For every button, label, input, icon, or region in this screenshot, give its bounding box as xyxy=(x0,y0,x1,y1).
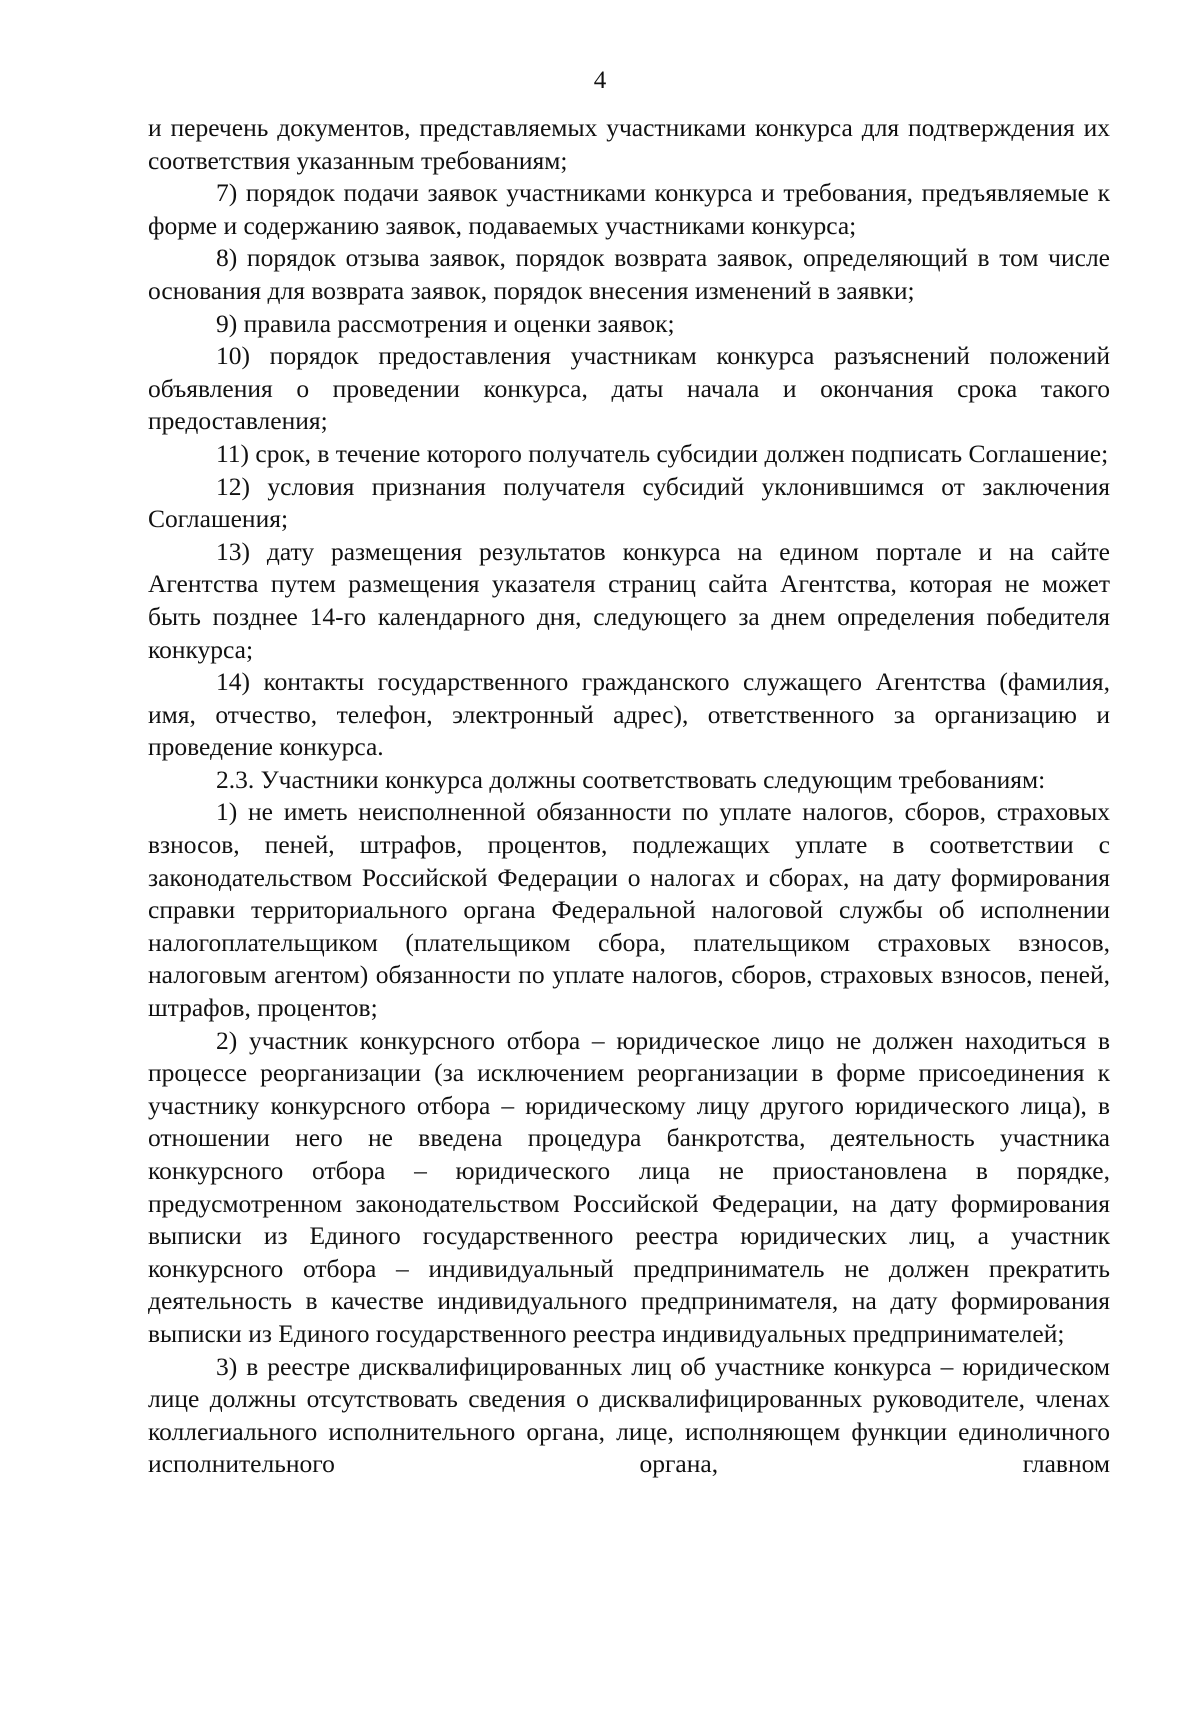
page-number: 4 xyxy=(593,67,607,94)
paragraph-item-7: 7) порядок подачи заявок участниками конкурса и требования, предъявляемые к форме и содержанию заявок, подаваемых участниками конкурса; xyxy=(148,178,1110,240)
paragraph-document-list-continuation: и перечень документов, представляемых участниками конкурса для подтверждения их соответствия указанным требованиям; xyxy=(148,113,1110,175)
paragraph-item-11: 11) срок, в течение которого получатель субсидии должен подписать Соглашение; xyxy=(216,438,1109,468)
paragraph-item-13: 13) дату размещения результатов конкурса на едином портале и на сайте Агентства путем размещения указателя страниц сайта Агентства, которая не может быть позднее 14-го календарного дня, следующего за днем определения победителя конкурса; xyxy=(148,536,1110,664)
paragraph-item-12: 12) условия признания получателя субсидий уклонившимся от заключения Соглашения; xyxy=(148,471,1110,534)
paragraph-item-10: 10) порядок предоставления участникам конкурса разъяснений положений объявления о проведении конкурса, даты начала и окончания срока такого предоставления; xyxy=(148,341,1110,436)
paragraph-requirement-1: 1) не иметь неисполненной обязанности по уплате налогов, сборов, страховых взносов, пеней, штрафов, процентов, подлежащих уплате в соответствии с законодательством Российской Федерации о налогах и сборах, на дату формирования справки территориального органа Федеральной налоговой службы об исполнении налогоплательщиком (плательщиком сбора, плательщиком страховых взносов, налоговым агентом) обязанности по уплате налогов, сборов, страховых взносов, пеней, штрафов, процентов; xyxy=(148,797,1110,1023)
paragraph-item-14: 14) контакты государственного гражданского служащего Агентства (фамилия, имя, отчество, телефон, электронный адрес), ответственного за организацию и проведение конкурса. xyxy=(148,667,1110,762)
paragraph-requirement-2: 2) участник конкурсного отбора – юридическое лицо не должен находиться в процессе реорганизации (за исключением реорганизации в форме присоединения к участнику конкурсного отбора – юридическому лицу другого юридического лица), в отношении него не введена процедура банкротства, деятельность участника конкурсного отбора – юридического лица не приостановлена в порядке, предусмотренном законодательством Российской Федерации, на дату формирования выписки из Единого государственного реестра юридических лиц, а участник конкурсного отбора – индивидуальный предприниматель не должен прекратить деятельность в качестве индивидуального предпринимателя, на дату формирования выписки из Единого государственного реестра индивидуальных предпринимателей; xyxy=(148,1025,1110,1348)
paragraph-requirement-3: 3) в реестре дисквалифицированных лиц об участнике конкурса – юридическом лице должны отсутствовать сведения о дисквалифицированных руководителе, членах коллегиального исполнительного органа, лице, исполняющем функции единоличного исполнительного органа, главном xyxy=(148,1351,1110,1479)
paragraph-item-9: 9) правила рассмотрения и оценки заявок; xyxy=(216,308,675,338)
paragraph-item-8: 8) порядок отзыва заявок, порядок возврата заявок, определяющий в том числе основания для возврата заявок, порядок внесения изменений в заявки; xyxy=(148,243,1110,305)
document-body xyxy=(148,112,1110,1481)
paragraph-section-2-3: 2.3. Участники конкурса должны соответствовать следующим требованиям: xyxy=(216,764,1046,794)
